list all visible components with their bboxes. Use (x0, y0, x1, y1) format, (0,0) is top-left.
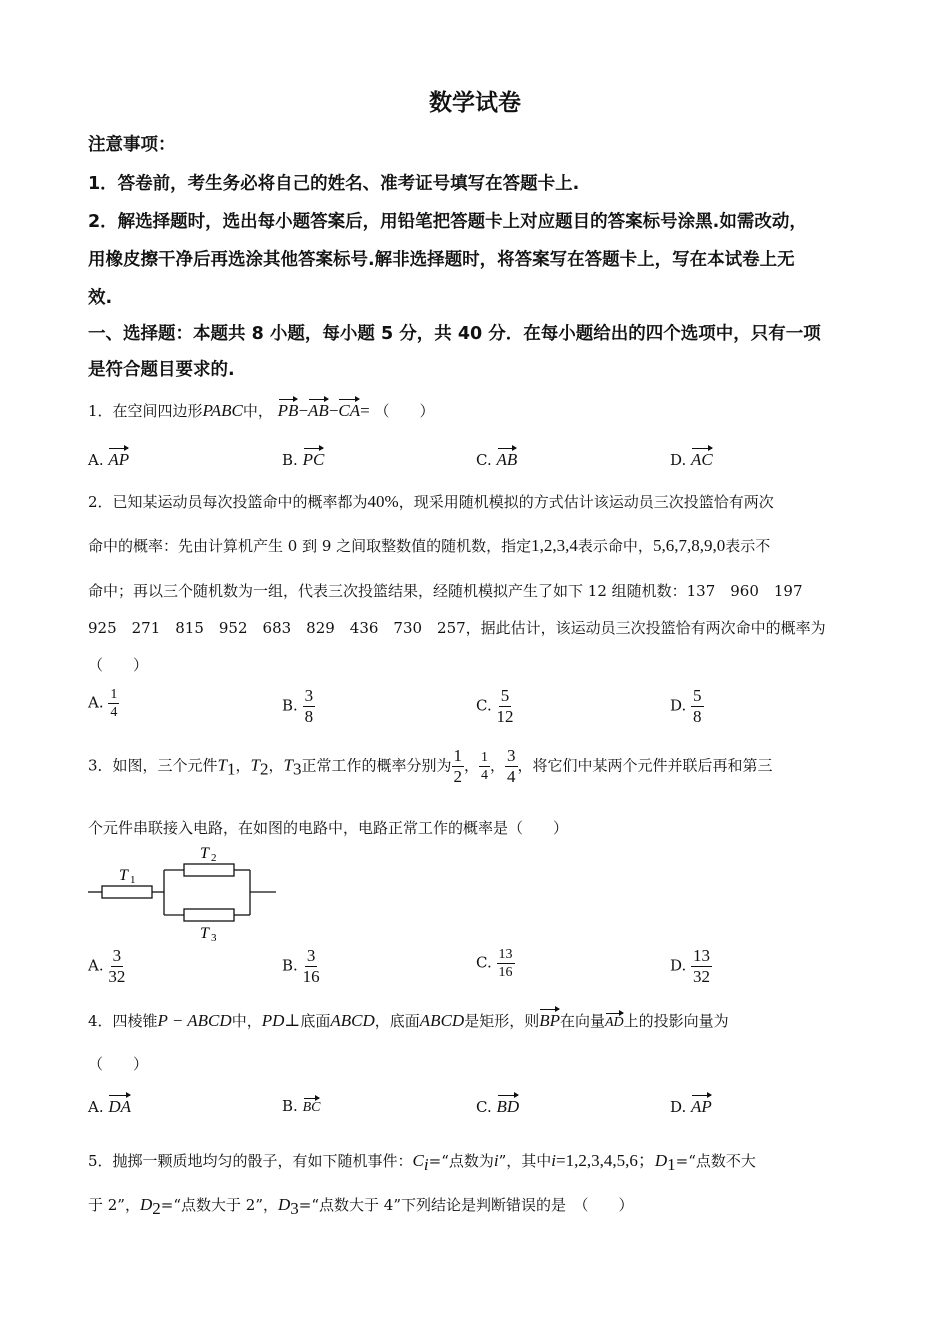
question-3-option-d[interactable]: D. $\frac{13}{32}$ (670, 946, 711, 986)
notice-item-2-line-1: 2．解选择题时，选出每小题答案后，用铅笔把答题卡上对应题目的答案标号涂黑.如需改动， (88, 212, 807, 232)
notice-item-2-line-3: 效. (88, 288, 113, 308)
question-2-line-2: 命中的概率：先由计算机产生 0 到 9 之间取整数值的随机数，指定1,2,3,4表示命中，5,6,7,8,9,0表示不 (88, 536, 771, 555)
question-2-line-4: 925 271 815 952 683 829 436 730 257，据此估计，该运动员三次投篮恰有两次命中的概率为 (88, 619, 826, 637)
section-heading-line-2: 是符合题目要求的. (88, 360, 235, 380)
question-5-line-1: 5．抛掷一颗质地均匀的骰子，有如下随机事件：$C_i=“$点数为i”，其中i=1,2,3,4,5,6；$D_1=“$点数不大 (88, 1151, 756, 1174)
question-1-option-d[interactable]: D. AC (670, 450, 713, 469)
question-1-option-c[interactable]: C. AB (476, 450, 518, 469)
label-t1-sub: 1 (130, 874, 136, 886)
component-t2 (184, 864, 234, 876)
question-3-line-2: 个元件串联接入电路，在如图的电路中，电路正常工作的概率是（ ） (88, 819, 569, 837)
question-4-line-2: （ ） (88, 1055, 149, 1073)
page-title: 数学试卷 (429, 90, 521, 116)
question-1-option-a[interactable]: A. AP (88, 450, 130, 469)
circuit-diagram (88, 840, 288, 950)
question-5-line-2: 于 2”，$D_2=“$点数大于 2”，$D_3=“$点数大于 4”下列结论是判断错误的是 （ ） (88, 1195, 634, 1218)
question-4-option-c[interactable]: C. BD (476, 1097, 520, 1116)
notice-item-2-line-2: 用橡皮擦干净后再选涂其他答案标号.解非选择题时，将答案写在答题卡上，写在本试卷上无 (88, 250, 795, 270)
question-4-option-b[interactable]: B. BC (282, 1097, 321, 1115)
question-2-option-c[interactable]: C. $\frac{5}{12}$ (476, 686, 514, 726)
question-4-option-d[interactable]: D. AP (670, 1097, 712, 1116)
question-3-option-a[interactable]: A. $\frac{3}{32}$ (88, 946, 126, 986)
section-heading-line-1: 一、选择题：本题共 8 小题，每小题 5 分，共 40 分．在每小题给出的四个选项中，只有一项 (88, 324, 821, 344)
question-2-option-d[interactable]: D. $\frac{5}{8}$ (670, 686, 702, 726)
label-t3: T (200, 925, 209, 942)
question-4-line-1: 4．四棱锥P − ABCD中，PD⊥底面ABCD，底面ABCD是矩形，则BP在向量AD上的投影向量为 (88, 1011, 729, 1030)
label-t3-sub: 3 (211, 932, 217, 944)
question-2-option-a[interactable]: A. $\frac{1}{4}$ (88, 687, 118, 720)
question-2-line-3: 命中；再以三个随机数为一组，代表三次投篮结果，经随机模拟产生了如下 12 组随机数：137 960 197 (88, 582, 803, 600)
component-t3 (184, 909, 234, 921)
question-3-option-b[interactable]: B. $\frac{3}{16}$ (282, 946, 320, 986)
question-2-option-b[interactable]: B. $\frac{3}{8}$ (282, 686, 314, 726)
question-4-option-a[interactable]: A. DA (88, 1097, 132, 1116)
label-t1: T (119, 867, 128, 884)
label-t2: T (200, 845, 209, 862)
component-t1 (102, 886, 152, 898)
question-2-line-1: 2．已知某运动员每次投篮命中的概率都为40%，现采用随机模拟的方式估计该运动员三次投篮恰有两次 (88, 492, 774, 511)
question-1-option-b[interactable]: B. PC (282, 450, 325, 469)
question-3-line-1: 3．如图，三个元件$T_1$，$T_2$，$T_3$正常工作的概率分别为 $\frac{1}{2}$ ， $\frac{1}{4}$ ， $\frac{3}{4}$ ，将它们中某两个元件并联后再和第三 (88, 746, 773, 786)
label-t2-sub: 2 (211, 852, 217, 864)
notice-item-1: 1．答卷前，考生务必将自己的姓名、准考证号填写在答题卡上. (88, 174, 580, 194)
question-1-stem: 1．在空间四边形PABC中， PB−AB−CA= （ ） (88, 401, 435, 420)
question-3-option-c[interactable]: C. $\frac{13}{16}$ (476, 947, 513, 980)
notice-heading: 注意事项： (88, 135, 176, 155)
question-2-line-5: （ ） (88, 656, 149, 674)
